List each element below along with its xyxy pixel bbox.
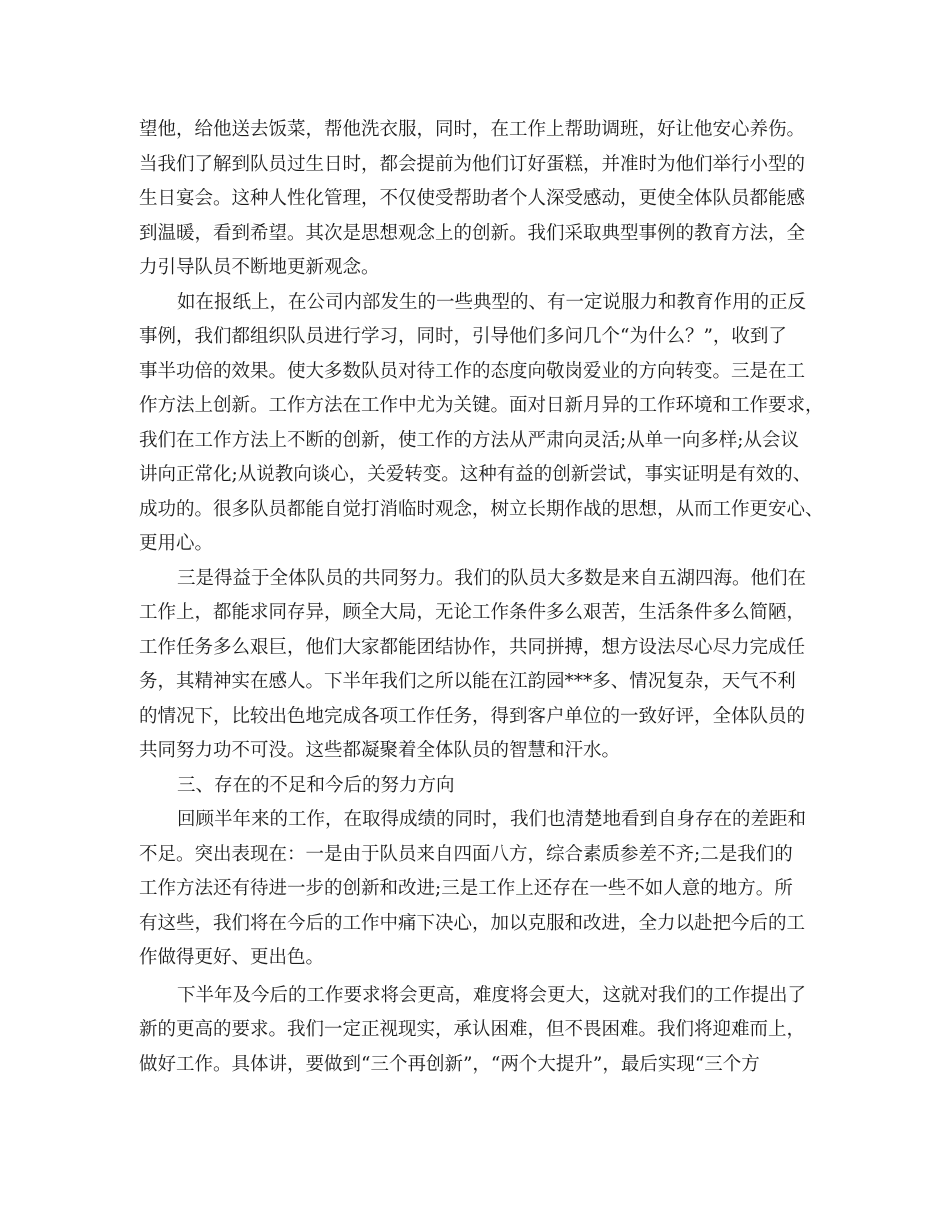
- text-line: 到温暖，看到希望。其次是思想观念上的创新。我们采取典型事例的教育方法，全: [139, 222, 806, 244]
- paragraph-start-line: 回顾半年来的工作，在取得成绩的同时，我们也清楚地看到自身存在的差距和: [177, 809, 807, 830]
- text-line: 有这些，我们将在今后的工作中痛下决心，加以克服和改进，全力以赴把今后的工: [139, 912, 806, 934]
- text-line: 作方法上创新。工作方法在工作中尤为关键。面对日新月异的工作环境和工作要求，: [139, 395, 824, 416]
- text-line: 成功的。很多队员都能自觉打消临时观念，树立长期作战的思想，从而工作更安心、: [139, 498, 824, 520]
- text-line: 共同努力功不可没。这些都凝聚着全体队员的智慧和汗水。: [139, 740, 621, 761]
- text-line: 力引导队员不断地更新观念。: [139, 257, 380, 278]
- text-line: 事例，我们都组织队员进行学习，同时，引导他们多问几个“为什么？”，收到了: [139, 326, 787, 347]
- text-line: 望他，给他送去饭菜，帮他洗衣服，同时，在工作上帮助调班，好让他安心养伤。: [139, 119, 806, 140]
- paragraph-start-line: 三是得益于全体队员的共同努力。我们的队员大多数是来自五湖四海。他们在: [177, 567, 807, 589]
- paragraph-start-line: 下半年及今后的工作要求将会更高，难度将会更大，这就对我们的工作提出了: [177, 984, 807, 1006]
- text-line: 更用心。: [139, 533, 214, 554]
- text-line: 作做得更好、更出色。: [139, 947, 325, 968]
- text-line: 务，其精神实在感人。下半年我们之所以能在江韵园***多、情况复杂，天气不利: [139, 671, 796, 692]
- paragraph-start-line: 如在报纸上，在公司内部发生的一些典型的、有一定说服力和教育作用的正反: [177, 291, 807, 313]
- text-line: 工作上，都能求同存异，顾全大局，无论工作条件多么艰苦，生活条件多么简陋，: [139, 602, 806, 623]
- document-body: [139, 113, 829, 1082]
- text-line: 当我们了解到队员过生日时，都会提前为他们订好蛋糕，并准时为他们举行小型的: [139, 153, 806, 175]
- text-line: 不足。突出表现在：一是由于队员来自四面八方，综合素质参差不齐;二是我们的: [139, 843, 793, 865]
- section-heading: 三、存在的不足和今后的努力方向: [177, 774, 455, 796]
- text-line: 工作方法还有待进一步的创新和改进;三是工作上还存在一些不如人意的地方。所: [139, 878, 793, 899]
- text-line: 我们在工作方法上不断的创新，使工作的方法从严肃向灵活;从单一向多样;从会议: [139, 429, 799, 451]
- text-line: 新的更高的要求。我们一定正视现实，承认困难，但不畏困难。我们将迎难而上，: [139, 1019, 806, 1040]
- text-line: 做好工作。具体讲，要做到“三个再创新”，“两个大提升”，最后实现“三个方: [139, 1053, 760, 1075]
- text-line: 事半功倍的效果。使大多数队员对待工作的态度向敬岗爱业的方向转变。三是在工: [139, 360, 806, 382]
- text-line: 的情况下，比较出色地完成各项工作任务，得到客户单位的一致好评，全体队员的: [139, 705, 806, 727]
- text-line: 生日宴会。这种人性化管理，不仅使受帮助者个人深受感动，更使全体队员都能感: [139, 188, 806, 209]
- text-line: 工作任务多么艰巨，他们大家都能团结协作，共同拼搏，想方设法尽心尽力完成任: [139, 636, 806, 658]
- text-line: 讲向正常化;从说教向谈心，关爱转变。这种有益的创新尝试，事实证明是有效的、: [139, 464, 812, 485]
